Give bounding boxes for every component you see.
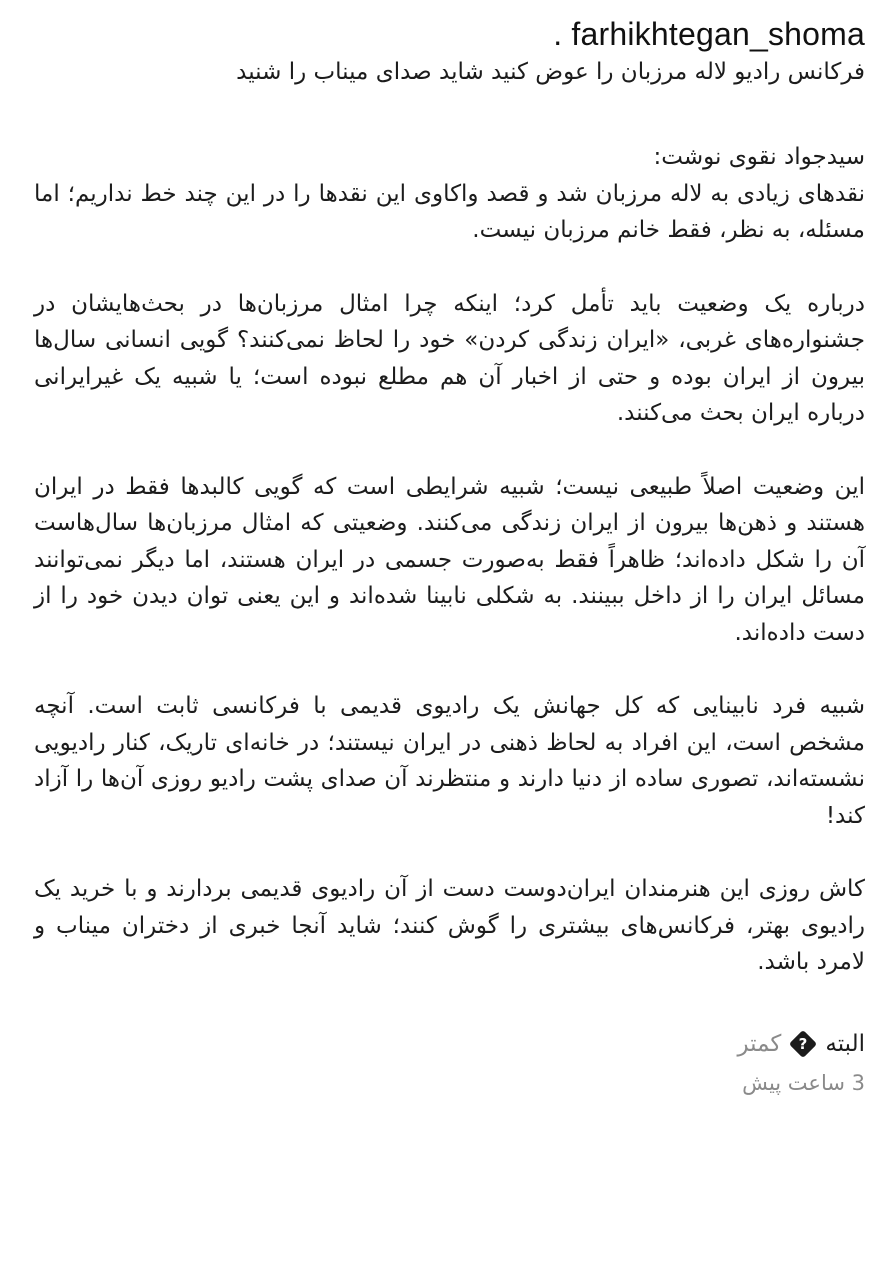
- spacer: [34, 432, 865, 469]
- spacer: [34, 249, 865, 286]
- caption-footer-row: [34, 1026, 865, 1062]
- caption-footer-word: البته: [825, 1030, 865, 1057]
- show-less-button[interactable]: کمتر: [737, 1030, 782, 1057]
- spacer: [34, 834, 865, 871]
- unknown-glyph-icon: [789, 1029, 817, 1057]
- post-timestamp: 3 ساعت پیش: [742, 1070, 865, 1095]
- caption-paragraph-4: شبیه فرد نابینایی که کل جهانش یک رادیوی قدیمی با فرکانسی ثابت است. آنچه مشخص است، این افراد به لحاظ ذهنی در ایران نیستند؛ در خانه‌ای تاریک، کنار رادیویی نشسته‌اند، تصوری ساده از دنیا دارند و منتظرند آن صدای پشت رادیو روزی آن‌ها را آزاد کند!: [34, 693, 865, 829]
- spacer: [34, 90, 865, 139]
- caption-first-line: فرکانس رادیو لاله مرزبان را عوض کنید شاید صدای میناب را شنید: [236, 59, 865, 85]
- spacer: [34, 651, 865, 688]
- spacer: [34, 981, 865, 1026]
- caption-paragraph-1: سیدجواد نقوی نوشت: نقدهای زیادی به لاله مرزبان شد و قصد واکاوی این نقدها را در این چند خط نداریم؛ اما مسئله، به نظر، فقط خانم مرزبان نیست.: [34, 144, 865, 243]
- post-username[interactable]: . farhikhtegan_shoma: [553, 16, 865, 52]
- caption-paragraph-2: درباره یک وضعیت باید تأمل کرد؛ اینکه چرا امثال مرزبان‌ها در بحث‌هایشان در جشنواره‌های غربی، «ایران زندگی کردن» خود را لحاظ نمی‌کنند؟ گویی انسانی سال‌ها بیرون از ایران بوده و حتی از اخبار آن هم مطلع نبوده است؛ یا شبیه یک غیرایرانی درباره ایران بحث می‌کنند.: [34, 290, 865, 426]
- unknown-glyph-mark: ?: [799, 1034, 808, 1053]
- caption-paragraph-3: این وضعیت اصلاً طبیعی نیست؛ شبیه شرایطی است که گویی کالبدها فقط در ایران هستند و ذهن‌ها بیرون از ایران زندگی می‌کنند. وضعیتی که امثال مرزبان‌ها سال‌هاست آن را شکل داده‌اند؛ ظاهراً فقط به‌صورت جسمی در ایران هستند، اما دیگر نمی‌توانند مسائل ایران را از داخل ببینند. به شکلی نابینا شده‌اند و این یعنی توان دیدن خود را از دست داده‌اند.: [34, 473, 865, 646]
- caption-paragraph-5: کاش روزی این هنرمندان ایران‌دوست دست از آن رادیوی قدیمی بردارند و با خرید یک رادیوی بهتر، فرکانس‌های بیشتری را گوش کنند؛ شاید آنجا خبری از دختران میناب و لامرد باشد.: [34, 876, 865, 975]
